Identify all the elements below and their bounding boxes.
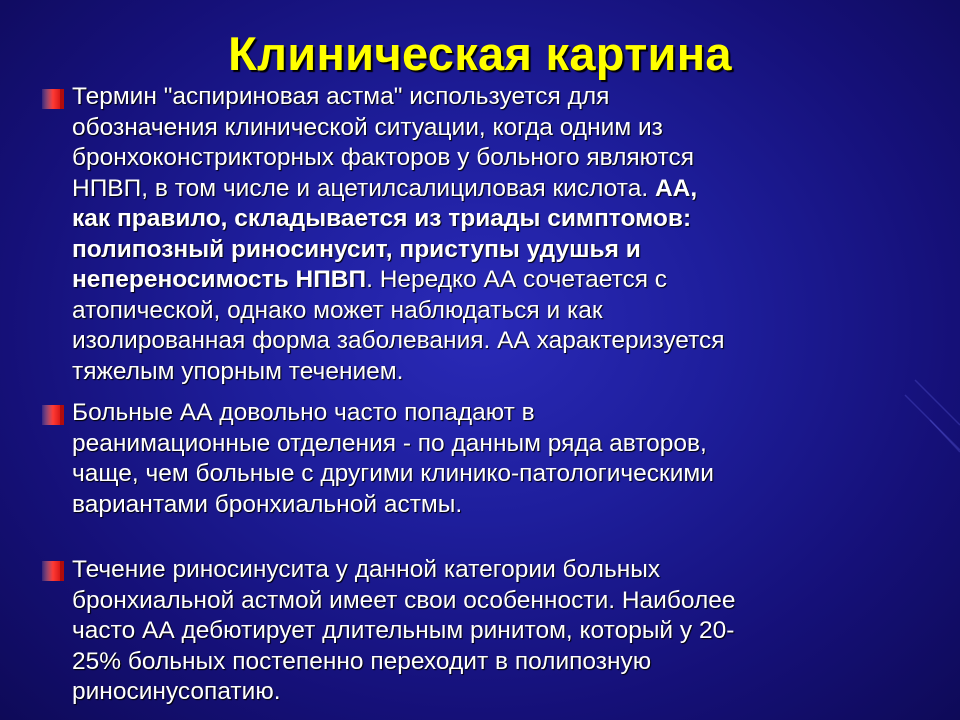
- text-line: [72, 82, 957, 113]
- text-run: риносинусопатию.: [72, 678, 281, 705]
- red-square-bullet-icon: [38, 559, 66, 581]
- red-square-bullet-icon: [38, 87, 66, 109]
- text-line: [72, 398, 957, 429]
- text-line: [72, 586, 957, 617]
- text-run: 25% больных постепенно переходит в полипозную: [72, 647, 652, 675]
- text-line: [72, 555, 957, 586]
- text-run: реанимационные отделения - по данным ряда авторов,: [72, 429, 707, 457]
- text-run: бронхоконстрикторных факторов у больного являются: [72, 144, 694, 171]
- paragraph-icu-admissions: [72, 398, 957, 520]
- text-run: изолированная форма заболевания. АА характеризуется: [72, 327, 725, 354]
- text-line: [72, 459, 957, 490]
- text-run: Больные АА довольно часто попадают в: [72, 399, 535, 426]
- text-run: НПВП, в том числе и ацетилсалициловая кислота.: [72, 174, 655, 202]
- text-run: Течение риносинусита у данной категории больных: [72, 556, 661, 583]
- text-run: атопической, однако может наблюдаться и как: [72, 296, 603, 324]
- text-run: обозначения клинической ситуации, когда одним из: [72, 113, 663, 141]
- text-run: . Нередко АА сочетается с: [366, 266, 668, 293]
- text-line: [72, 143, 957, 174]
- text-run: тяжелым упорным течением.: [72, 357, 404, 385]
- paragraph-aspirin-asthma-definition: [72, 82, 957, 387]
- bold-text-run: полипозный риносинусит, приступы удушья и: [72, 235, 641, 263]
- text-line: [72, 429, 957, 460]
- slide-title: Клиническая картина: [228, 27, 732, 80]
- bold-text-run: АА,: [654, 174, 698, 202]
- text-line: [72, 204, 957, 235]
- text-line: [72, 677, 957, 708]
- text-line: [72, 490, 957, 521]
- text-run: часто АА дебютирует длительным ринитом, который у 20-: [72, 617, 735, 644]
- paragraph-rhinosinusitis-course: [72, 555, 957, 708]
- text-line: [72, 265, 957, 296]
- text-line: [72, 647, 957, 678]
- text-line: [72, 296, 957, 327]
- text-line: [72, 357, 957, 388]
- red-square-bullet-icon: [38, 403, 66, 425]
- text-line: [72, 235, 957, 266]
- text-line: [72, 616, 957, 647]
- text-line: [72, 174, 957, 205]
- text-run: вариантами бронхиальной астмы.: [72, 490, 463, 518]
- bold-text-run: как правило, складывается из триады симптомов:: [72, 205, 692, 232]
- text-run: бронхиальной астмой имеет свои особенности. Наиболее: [72, 586, 736, 614]
- text-line: [72, 113, 957, 144]
- bold-text-run: непереносимость НПВП: [72, 266, 367, 293]
- text-run: Термин "аспириновая астма" используется для: [72, 83, 610, 110]
- text-line: [72, 326, 957, 357]
- text-run: чаще, чем больные с другими клинико-патологическими: [72, 460, 714, 487]
